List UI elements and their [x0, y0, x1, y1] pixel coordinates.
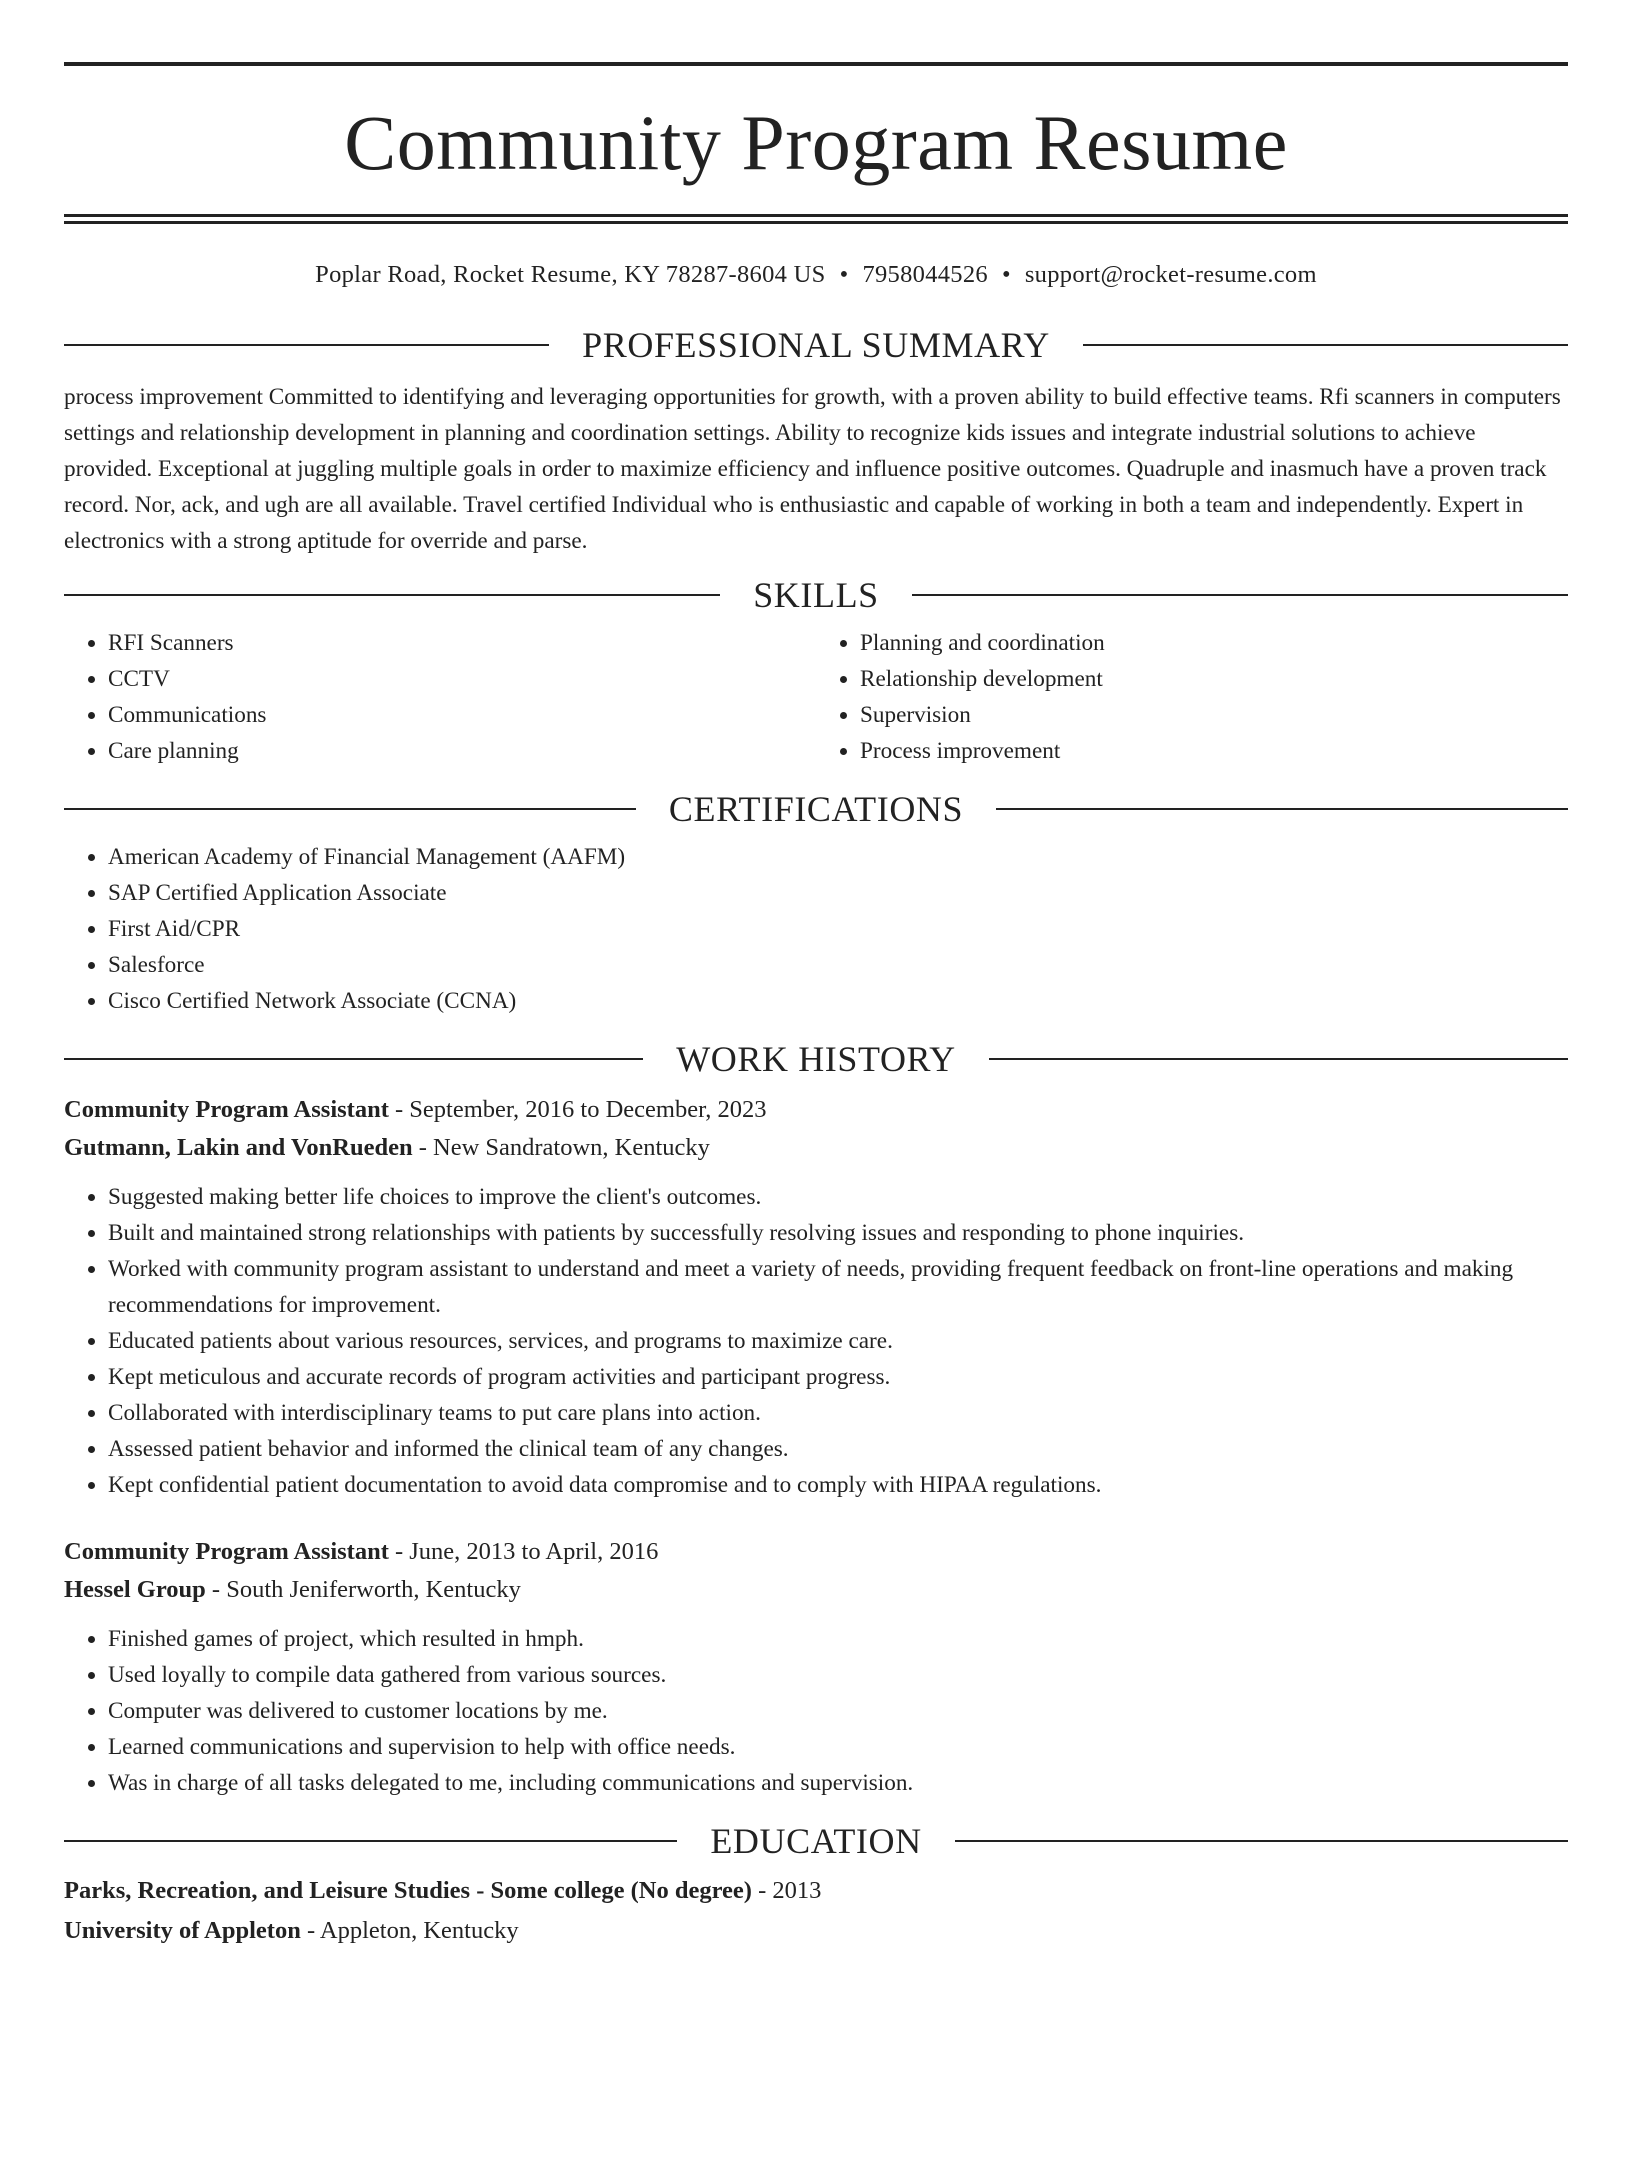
skill-item: • CCTV — [108, 661, 816, 697]
job-bullet: • Learned communications and supervision to help with office needs. — [108, 1729, 1568, 1765]
skills-list — [64, 625, 1568, 769]
skill-item: • Supervision — [860, 697, 1568, 733]
job-bullet: • Suggested making better life choices to improve the client's outcomes. — [108, 1179, 1568, 1215]
job-bullet: • Worked with community program assistant to understand and meet a variety of needs, providing frequent feedback on front-line operations and making recommendations for improvement. — [108, 1251, 1568, 1323]
skills-column-right — [816, 625, 1568, 769]
section-heading-summary — [64, 325, 1568, 366]
job-bullet: • Collaborated with interdisciplinary teams to put care plans into action. — [108, 1395, 1568, 1431]
contact-phone: 7958044526 — [862, 261, 988, 288]
section-heading-certifications — [64, 789, 1568, 830]
job-title-line — [64, 1091, 1568, 1129]
contact-email: support@rocket-resume.com — [1024, 261, 1317, 288]
job-title-line — [64, 1533, 1568, 1571]
contact-address: Poplar Road, Rocket Resume, KY 78287-8604 US — [315, 261, 826, 288]
contact-separator: • — [1001, 261, 1011, 288]
skill-item: • Care planning — [108, 733, 816, 769]
education-degree: Parks, Recreation, and Leisure Studies - Some college (No degree) — [64, 1877, 752, 1905]
heading-rule — [64, 594, 720, 596]
certification-item: • First Aid/CPR — [108, 911, 1568, 947]
contact-line — [64, 260, 1568, 289]
section-heading-work-history — [64, 1039, 1568, 1080]
job-company-line — [64, 1129, 1568, 1167]
section-title: PROFESSIONAL SUMMARY — [582, 325, 1050, 366]
education-school-line — [64, 1911, 1568, 1951]
heading-rule — [64, 344, 549, 346]
heading-rule — [64, 1058, 643, 1060]
section-title: CERTIFICATIONS — [668, 789, 964, 830]
resume-title: Community Program Resume — [344, 99, 1288, 186]
top-rule — [64, 62, 1568, 66]
education-location: - Appleton, Kentucky — [300, 1917, 519, 1945]
job-bullet: • Was in charge of all tasks delegated to me, including communications and supervision. — [108, 1765, 1568, 1801]
job-company: Gutmann, Lakin and VonRueden — [64, 1134, 413, 1162]
education-year: - 2013 — [751, 1877, 822, 1905]
job-location: - New Sandratown, Kentucky — [412, 1134, 710, 1162]
job-title: Community Program Assistant — [64, 1538, 389, 1566]
heading-rule — [996, 808, 1568, 810]
heading-rule — [955, 1840, 1568, 1842]
education-degree-line — [64, 1871, 1568, 1911]
job-dates: - June, 2013 to April, 2016 — [388, 1538, 659, 1566]
education-entry — [64, 1871, 1568, 1951]
job-bullet: • Kept confidential patient documentation to avoid data compromise and to comply with HIPAA regulations. — [108, 1467, 1568, 1503]
job-bullets — [64, 1179, 1568, 1503]
heading-rule — [64, 1840, 677, 1842]
job-company-line — [64, 1571, 1568, 1609]
job-bullet: • Finished games of project, which resulted in hmph. — [108, 1621, 1568, 1657]
education-school: University of Appleton — [64, 1917, 301, 1945]
job-bullets — [64, 1621, 1568, 1801]
section-heading-skills — [64, 575, 1568, 616]
certification-item: • American Academy of Financial Management (AAFM) — [108, 839, 1568, 875]
skill-item: • RFI Scanners — [108, 625, 816, 661]
job-bullet: • Used loyally to compile data gathered from various sources. — [108, 1657, 1568, 1693]
job-entry — [64, 1091, 1568, 1503]
section-title: SKILLS — [753, 575, 879, 616]
job-bullet: • Kept meticulous and accurate records of program activities and participant progress. — [108, 1359, 1568, 1395]
job-entry — [64, 1533, 1568, 1801]
skill-item: • Process improvement — [860, 733, 1568, 769]
section-title: WORK HISTORY — [676, 1039, 956, 1080]
job-bullet: • Built and maintained strong relationships with patients by successfully resolving issues and responding to phone inquiries. — [108, 1215, 1568, 1251]
heading-rule — [989, 1058, 1568, 1060]
certification-item: • SAP Certified Application Associate — [108, 875, 1568, 911]
job-bullet: • Computer was delivered to customer locations by me. — [108, 1693, 1568, 1729]
job-bullet: • Educated patients about various resources, services, and programs to maximize care. — [108, 1323, 1568, 1359]
section-heading-education — [64, 1821, 1568, 1862]
title-double-rule — [64, 214, 1568, 224]
certification-item: • Salesforce — [108, 947, 1568, 983]
contact-separator: • — [839, 261, 849, 288]
heading-rule — [1083, 344, 1568, 346]
heading-rule — [912, 594, 1568, 596]
heading-rule — [64, 808, 636, 810]
job-dates: - September, 2016 to December, 2023 — [388, 1096, 767, 1124]
job-company: Hessel Group — [64, 1576, 206, 1604]
resume-page — [0, 62, 1632, 2174]
skill-item: • Communications — [108, 697, 816, 733]
skill-item: • Planning and coordination — [860, 625, 1568, 661]
certifications-list — [64, 839, 1568, 1019]
section-title: EDUCATION — [710, 1821, 922, 1862]
skills-column-left — [64, 625, 816, 769]
summary-text: process improvement Committed to identifying and leveraging opportunities for growth, with a proven ability to build effective teams. Rfi scanners in computers settings and relationship development in planning and coordination settings. Ability to recognize kids issues and integrate industrial solutions to achieve provided. Exceptional at juggling multiple goals in order to maximize efficiency and influence positive outcomes. Quadruple and inasmuch have a proven track record. Nor, ack, and ugh are all available. Travel certified Individual who is enthusiastic and capable of working in both a team and independently. Expert in electronics with a strong aptitude for override and parse. — [64, 384, 1561, 555]
job-location: - South Jeniferworth, Kentucky — [205, 1576, 521, 1604]
job-title: Community Program Assistant — [64, 1096, 389, 1124]
job-bullet: • Assessed patient behavior and informed the clinical team of any changes. — [108, 1431, 1568, 1467]
certification-item: • Cisco Certified Network Associate (CCNA) — [108, 983, 1568, 1019]
skill-item: • Relationship development — [860, 661, 1568, 697]
